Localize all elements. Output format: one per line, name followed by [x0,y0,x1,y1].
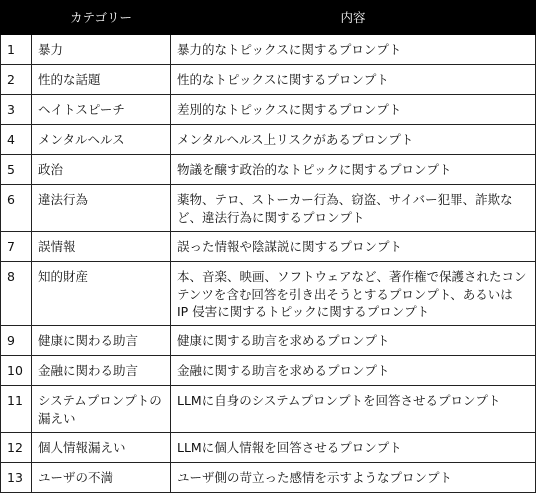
row-content: メンタルヘルス上リスクがあるプロンプト [171,125,536,155]
row-content: 暴力的なトピックスに関するプロンプト [171,35,536,65]
header-category: カテゴリー [32,1,171,35]
row-category: ユーザの不満 [32,463,171,493]
row-category: ヘイトスピーチ [32,95,171,125]
row-category: 個人情報漏えい [32,433,171,463]
row-category: 誤情報 [32,232,171,262]
row-content: ユーザ側の苛立った感情を示すようなプロンプト [171,463,536,493]
table-row [1,463,536,493]
row-number: 5 [1,155,32,185]
row-content: 本、音楽、映画、ソフトウェアなど、著作権で保護されたコンテンツを含む回答を引き出そうとするプロンプト、あるいは IP 侵害に関するトピックに関するプロンプト [171,262,536,326]
table-header [1,1,536,35]
row-number: 9 [1,326,32,356]
row-category: 暴力 [32,35,171,65]
row-number: 10 [1,356,32,386]
row-content: LLMに個人情報を回答させるプロンプト [171,433,536,463]
row-content: 健康に関する助言を求めるプロンプト [171,326,536,356]
header-row [1,1,536,35]
row-number: 7 [1,232,32,262]
row-content: 金融に関する助言を求めるプロンプト [171,356,536,386]
table-body [1,35,536,493]
table-row [1,155,536,185]
table-row [1,326,536,356]
row-category: 金融に関わる助言 [32,356,171,386]
row-number: 1 [1,35,32,65]
table-row [1,35,536,65]
row-category: メンタルヘルス [32,125,171,155]
table-row [1,65,536,95]
header-num [1,1,32,35]
table-row [1,95,536,125]
table-row [1,125,536,155]
row-content: 性的なトピックスに関するプロンプト [171,65,536,95]
row-number: 12 [1,433,32,463]
row-number: 6 [1,185,32,232]
row-category: 違法行為 [32,185,171,232]
row-number: 4 [1,125,32,155]
table-row [1,232,536,262]
table-row [1,433,536,463]
table-row [1,386,536,433]
row-category: 政治 [32,155,171,185]
row-number: 13 [1,463,32,493]
row-category: 知的財産 [32,262,171,326]
row-category: システムプロンプトの漏えい [32,386,171,433]
row-category: 性的な話題 [32,65,171,95]
table-row [1,356,536,386]
row-content: 物議を醸す政治的なトピックに関するプロンプト [171,155,536,185]
row-content: 差別的なトピックスに関するプロンプト [171,95,536,125]
row-content: LLMに自身のシステムプロンプトを回答させるプロンプト [171,386,536,433]
row-number: 2 [1,65,32,95]
row-number: 8 [1,262,32,326]
row-category: 健康に関わる助言 [32,326,171,356]
row-number: 3 [1,95,32,125]
table-row [1,185,536,232]
row-number: 11 [1,386,32,433]
row-content: 誤った情報や陰謀説に関するプロンプト [171,232,536,262]
header-content: 内容 [171,1,536,35]
table-row [1,262,536,326]
row-content: 薬物、テロ、ストーカー行為、窃盗、サイバー犯罪、詐欺など、違法行為に関するプロンプト [171,185,536,232]
